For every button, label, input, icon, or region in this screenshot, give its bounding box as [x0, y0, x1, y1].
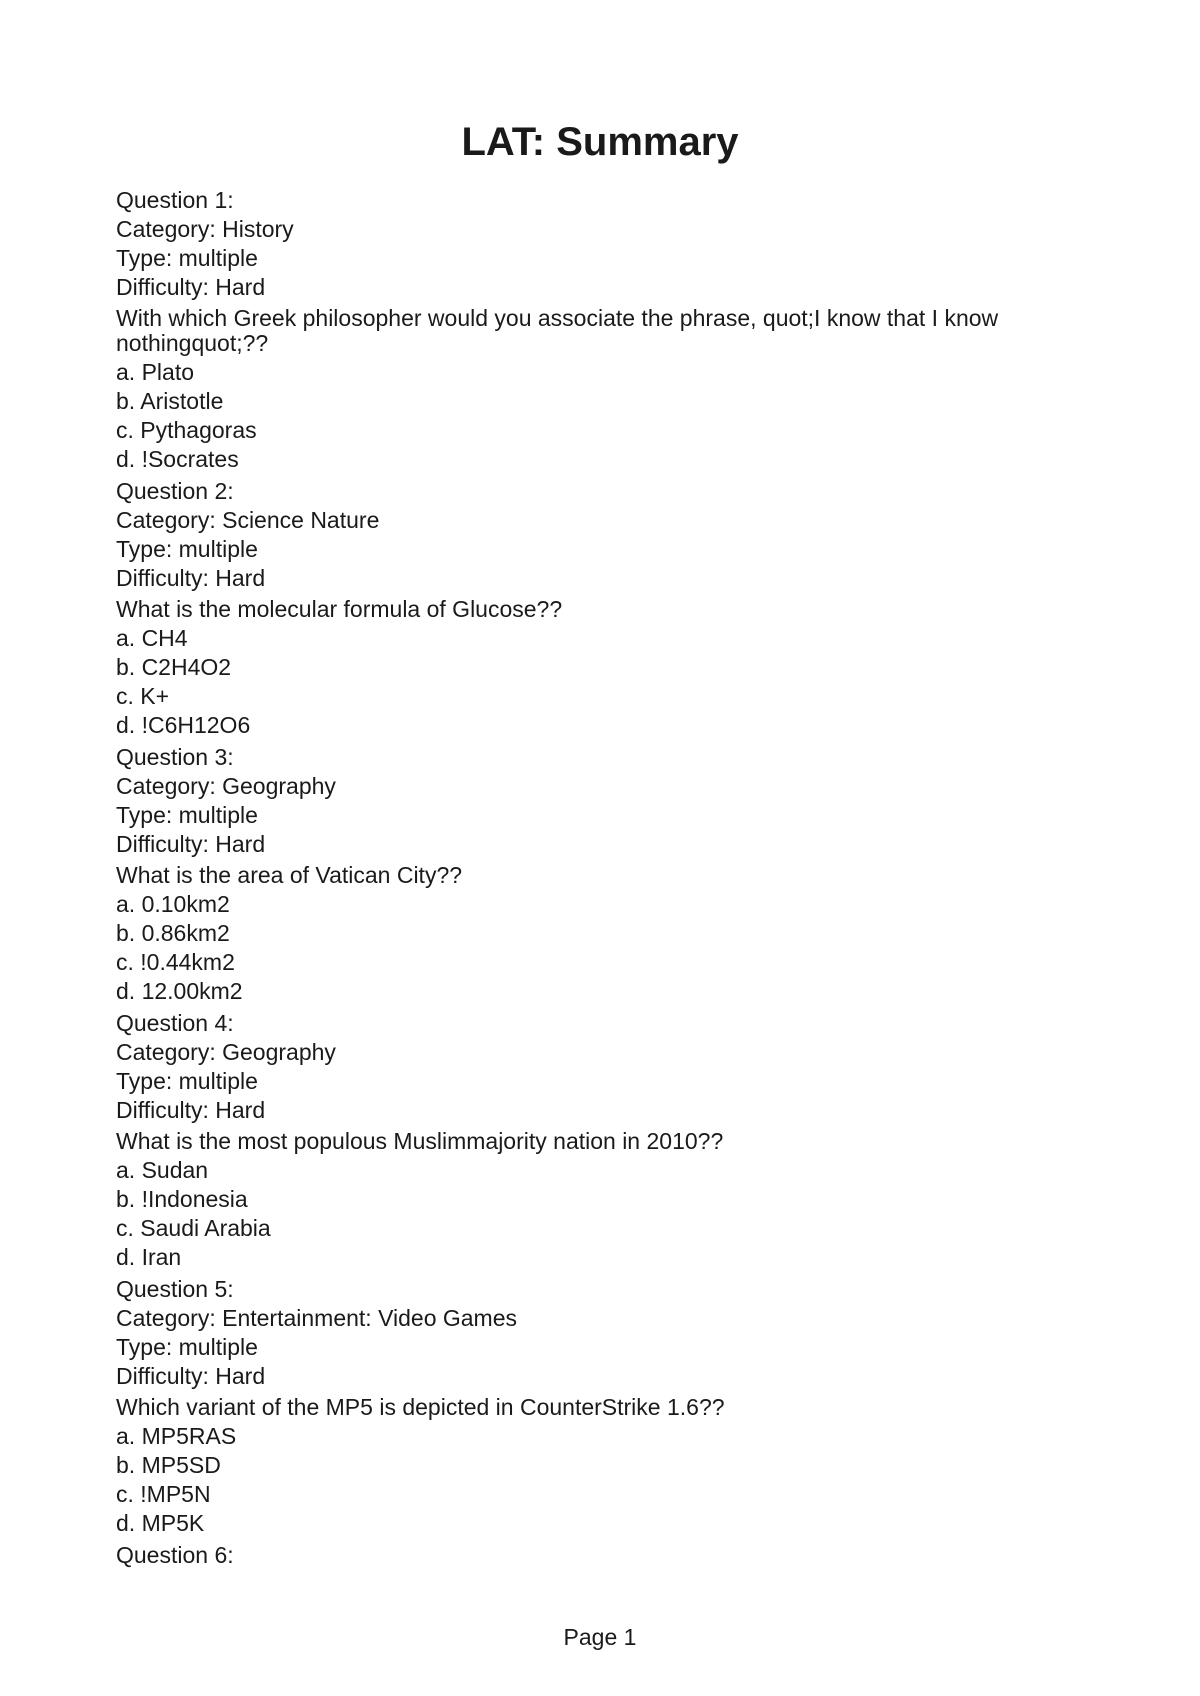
- question-block: [116, 1272, 1076, 1538]
- question-category: Category: Entertainment: Video Games: [116, 1305, 518, 1331]
- question-block: [116, 1006, 1076, 1272]
- question-heading: Question 5:: [116, 1276, 234, 1302]
- question-difficulty: Difficulty: Hard: [116, 565, 266, 591]
- question-text: What is the molecular formula of Glucose??: [116, 596, 563, 622]
- question-type: Type: multiple: [116, 1334, 258, 1360]
- questions-list: [116, 186, 1076, 1570]
- answer-option: c. !MP5N: [116, 1481, 211, 1507]
- question-block: [116, 186, 1076, 474]
- question-text: With which Greek philosopher would you associate the phrase, quot;I know that I know nothingquot;??: [116, 305, 999, 356]
- answer-option: a. CH4: [116, 625, 188, 651]
- question-difficulty: Difficulty: Hard: [116, 1097, 266, 1123]
- question-heading: Question 4:: [116, 1010, 234, 1036]
- answer-option: a. Plato: [116, 359, 194, 385]
- question-difficulty: Difficulty: Hard: [116, 274, 266, 300]
- question-category: Category: Science Nature: [116, 507, 380, 533]
- answer-option: a. 0.10km2: [116, 891, 230, 917]
- question-type: Type: multiple: [116, 1068, 258, 1094]
- answer-option: c. Pythagoras: [116, 417, 257, 443]
- question-difficulty: Difficulty: Hard: [116, 1363, 266, 1389]
- answer-option: b. !Indonesia: [116, 1186, 248, 1212]
- question-type: Type: multiple: [116, 802, 258, 828]
- question-heading: Question 3:: [116, 744, 234, 770]
- question-heading: Question 2:: [116, 478, 234, 504]
- question-category: Category: Geography: [116, 773, 336, 799]
- question-category: Category: Geography: [116, 1039, 336, 1065]
- answer-option: b. Aristotle: [116, 388, 224, 414]
- question-heading: Question 1:: [116, 187, 234, 213]
- answer-option: d. Iran: [116, 1244, 182, 1270]
- question-text: What is the area of Vatican City??: [116, 862, 463, 888]
- answer-option: b. MP5SD: [116, 1452, 221, 1478]
- question-difficulty: Difficulty: Hard: [116, 831, 266, 857]
- answer-option: c. Saudi Arabia: [116, 1215, 271, 1241]
- page-number: Page 1: [563, 1624, 637, 1650]
- answer-option: d. !Socrates: [116, 446, 239, 472]
- question-block: [116, 474, 1076, 740]
- question-type: Type: multiple: [116, 536, 258, 562]
- question-category: Category: History: [116, 216, 294, 242]
- document-title: LAT: Summary: [461, 120, 739, 164]
- question-block: [116, 1538, 1076, 1570]
- question-heading: Question 6:: [116, 1542, 234, 1568]
- answer-option: a. MP5RAS: [116, 1423, 237, 1449]
- answer-option: c. K+: [116, 683, 170, 709]
- answer-option: c. !0.44km2: [116, 949, 235, 975]
- question-type: Type: multiple: [116, 245, 258, 271]
- question-text: What is the most populous Muslimmajority nation in 2010??: [116, 1128, 724, 1154]
- answer-option: d. !C6H12O6: [116, 712, 251, 738]
- answer-option: a. Sudan: [116, 1157, 209, 1183]
- answer-option: d. 12.00km2: [116, 978, 243, 1004]
- question-text: Which variant of the MP5 is depicted in CounterStrike 1.6??: [116, 1394, 725, 1420]
- question-block: [116, 740, 1076, 1006]
- answer-option: d. MP5K: [116, 1510, 205, 1536]
- answer-option: b. C2H4O2: [116, 654, 232, 680]
- answer-option: b. 0.86km2: [116, 920, 230, 946]
